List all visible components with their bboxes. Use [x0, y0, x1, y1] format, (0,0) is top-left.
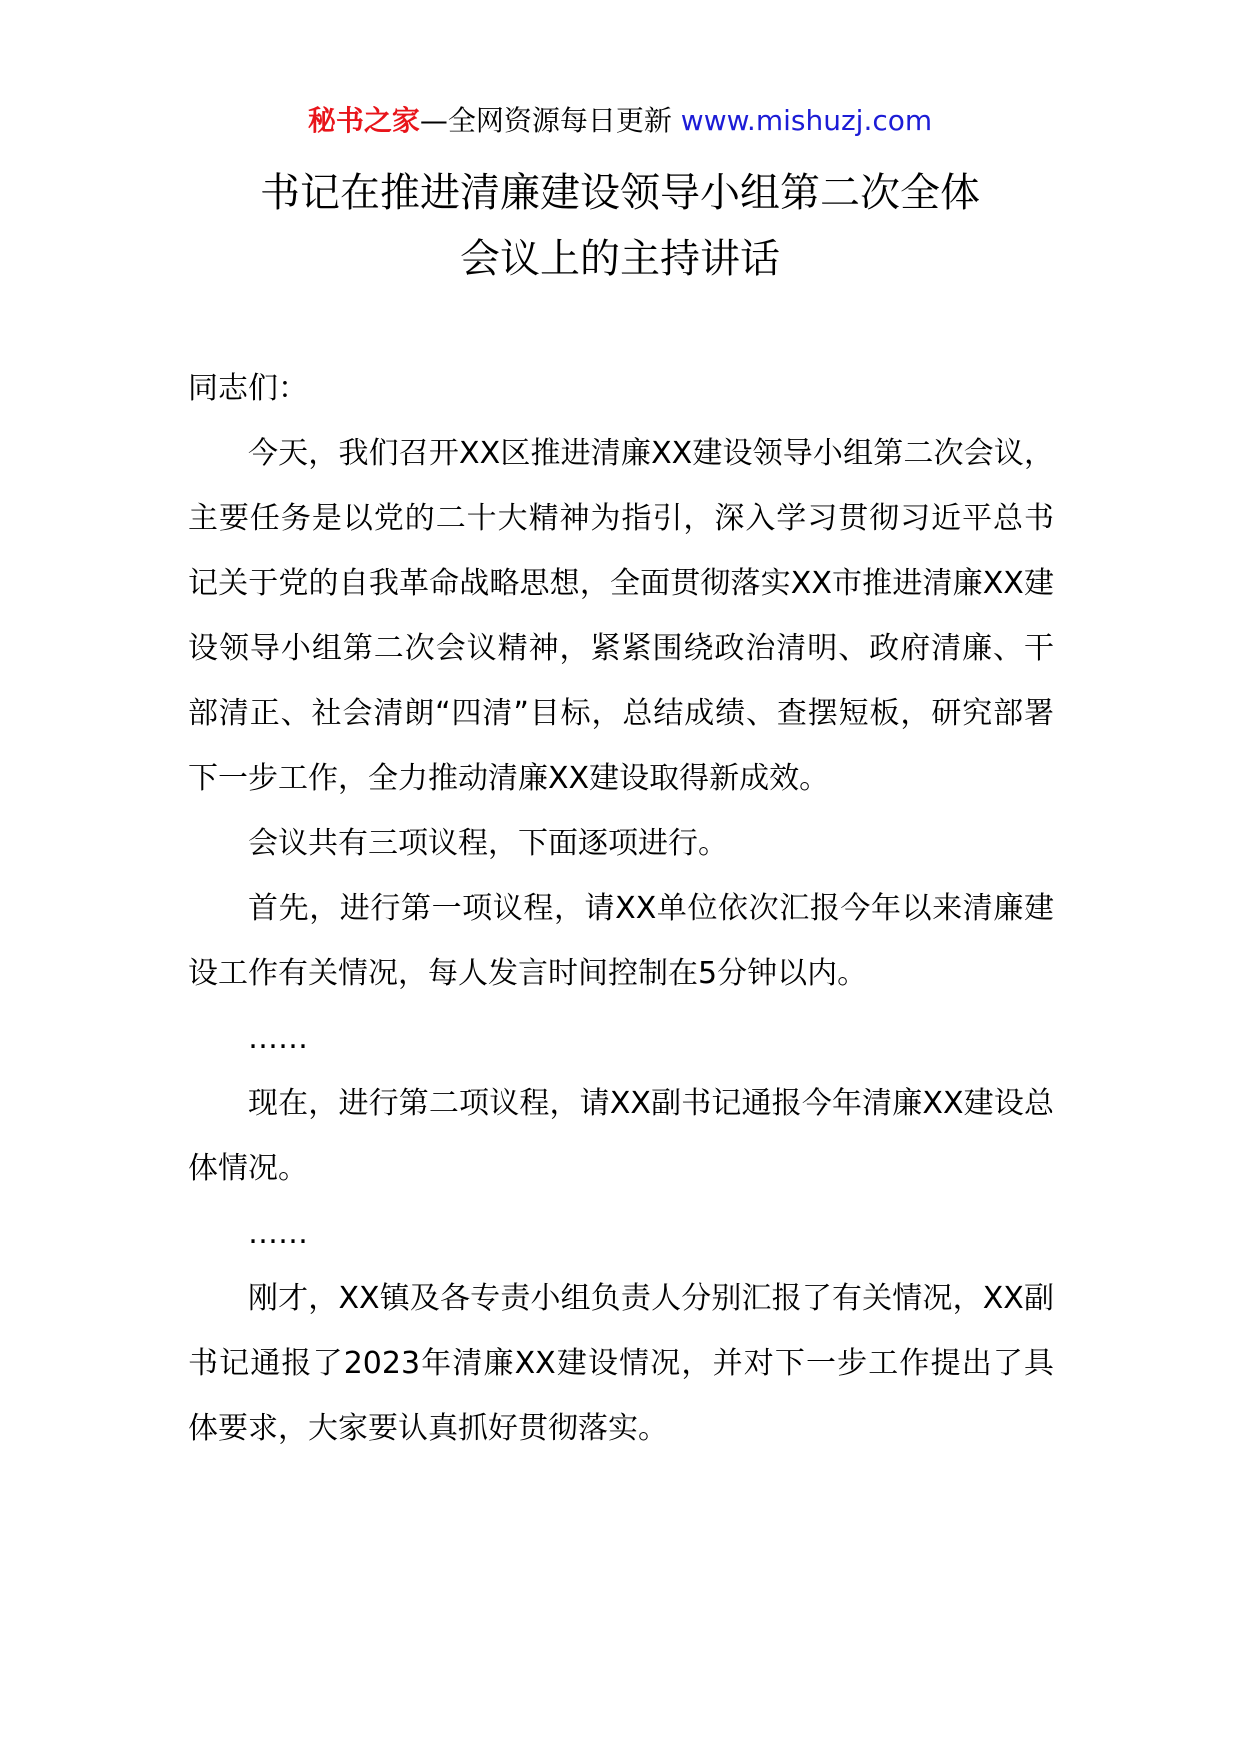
salutation: 同志们： [188, 371, 308, 406]
ellipsis-2: …… [248, 1216, 308, 1251]
document-title [150, 160, 1090, 292]
paragraph-item-one: 首先，进行第一项议程，请XX单位依次汇报今年以来清廉建设工作有关情况，每人发言时间控制在5分钟以内。 [188, 891, 1054, 991]
paragraph-summary: 刚才，XX镇及各专责小组负责人分别汇报了有关情况，XX副书记通报了2023年清廉XX建设情况，并对下一步工作提出了具体要求，大家要认真抓好贯彻落实。 [188, 1281, 1054, 1446]
paragraph-agenda: 会议共有三项议程，下面逐项进行。 [248, 826, 728, 861]
paragraph-item-two: 现在，进行第二项议程，请XX副书记通报今年清廉XX建设总体情况。 [188, 1086, 1054, 1186]
site-header [0, 101, 1240, 141]
site-brand: 秘书之家 [307, 104, 420, 137]
document-body [188, 356, 1054, 1461]
document-title-line-2: 会议上的主持讲话 [460, 236, 780, 282]
paragraph-opening: 今天，我们召开XX区推进清廉XX建设领导小组第二次会议，主要任务是以党的二十大精神为指引，深入学习贯彻习近平总书记关于党的自我革命战略思想，全面贯彻落实XX市推进清廉XX建设领导小组第二次会议精神，紧紧围绕政治清明、政府清廉、干部清正、社会清朗“四清”目标，总结成绩、查摆短板，研究部署下一步工作，全力推动清廉XX建设取得新成效。 [188, 436, 1054, 796]
document-title-line-1: 书记在推进清廉建设领导小组第二次全体 [260, 170, 980, 216]
site-tagline: —全网资源每日更新 [419, 104, 672, 137]
ellipsis-1: …… [248, 1021, 308, 1056]
site-url-link[interactable]: www.mishuzj.com [680, 104, 933, 137]
